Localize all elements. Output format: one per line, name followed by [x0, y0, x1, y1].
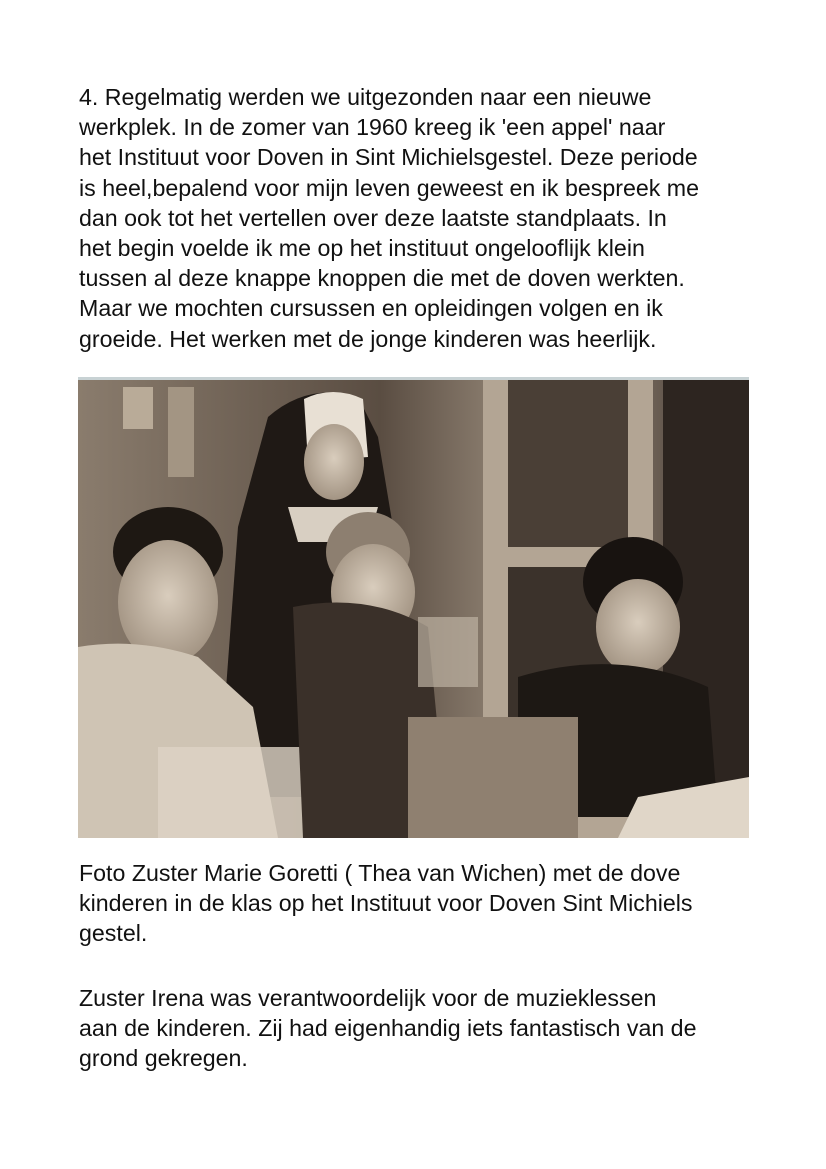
text-line: Foto Zuster Marie Goretti ( Thea van Wichen) met de dove [79, 860, 681, 886]
text-line: tussen al deze knappe knoppen die met de doven werkten. [79, 265, 685, 292]
text-line: werkplek. In de zomer van 1960 kreeg ik 'een appel' naar [79, 114, 666, 141]
text-line: grond gekregen. [79, 1045, 248, 1072]
photo-caption [79, 858, 759, 949]
text-line: het Instituut voor Doven in Sint Michielsgestel. Deze periode [79, 144, 698, 171]
photograph-icon [78, 377, 749, 838]
text-line: dan ook tot het vertellen over deze laatste standplaats. In [79, 204, 667, 231]
text-line: Zuster Irena was verantwoordelijk voor de muzieklessen [79, 985, 657, 1011]
text-line: aan de kinderen. Zij had eigenhandig iets fantastisch van de [79, 1015, 697, 1042]
text-line: is heel,bepalend voor mijn leven geweest en ik bespreek me [79, 174, 699, 201]
classroom-photo [78, 377, 749, 838]
intro-paragraph [79, 82, 759, 354]
text-line: 4. Regelmatig werden we uitgezonden naar een nieuwe [79, 84, 652, 110]
text-line: Maar we mochten cursussen en opleidingen volgen en ik [79, 295, 663, 322]
text-line: gestel. [79, 920, 148, 947]
text-line: het begin voelde ik me op het instituut ongelooflijk klein [79, 235, 645, 262]
closing-paragraph [79, 983, 759, 1074]
text-line: groeide. Het werken met de jonge kinderen was heerlijk. [79, 325, 657, 352]
text-line: kinderen in de klas op het Instituut voor Doven Sint Michiels [79, 890, 693, 917]
